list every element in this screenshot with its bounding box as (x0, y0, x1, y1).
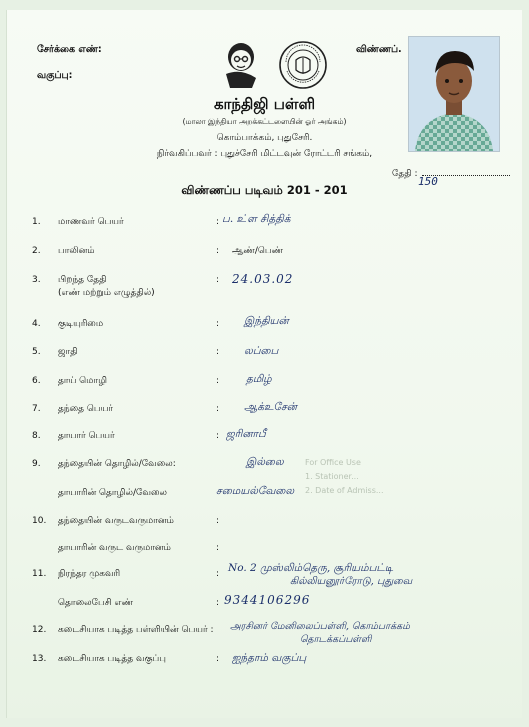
field-colon: : (216, 319, 220, 329)
affiliation-line: (மாலா இந்தியா அறக்கட்டளையின் ஓர் அங்கம்) (182, 117, 347, 126)
date-of-birth-value[interactable]: 24.03.02 (232, 272, 294, 286)
field-label: தாய் மொழி (58, 376, 107, 386)
mother-tongue-value[interactable]: தமிழ் (246, 373, 272, 385)
field-father-occupation (0, 456, 529, 479)
father-occupation-value[interactable]: இல்லை (246, 456, 284, 468)
phone-value[interactable]: 9344106296 (224, 593, 311, 607)
field-number: 3. (32, 275, 41, 285)
nationality-value[interactable]: இந்தியன் (244, 315, 289, 327)
field-label: மாணவர் பெயர் (58, 217, 124, 227)
student-name-value[interactable]: ப. உ்ள சித்திக் (222, 213, 291, 225)
form-title: விண்ணப்ப படிவம் 201 - 201 (181, 183, 348, 197)
field-caste (0, 347, 529, 367)
logo-group (218, 40, 330, 92)
field-last-class (0, 654, 529, 674)
field-label: நிரந்தர முகவரி (58, 569, 121, 579)
field-nationality (0, 315, 529, 339)
field-label: தாயாரின் வருட வருமானம் (58, 543, 171, 553)
field-colon: : (216, 376, 220, 386)
address-line-1[interactable]: No. 2 முஸ்லிம்தெரு, சூரியம்பட்டி (228, 562, 394, 574)
field-number: 1. (32, 217, 41, 227)
location-line: கொம்பாக்கம், புதுசேரி. (216, 133, 313, 143)
field-label: தொலைபேசி எண் (58, 598, 134, 608)
field-sublabel: (எண் மற்றும் எழுத்தில்) (58, 288, 155, 298)
last-school-line-1[interactable]: அரசினர் மேனிலைப்பள்ளி, கொம்பாக்கம் (230, 621, 410, 632)
address-line-2[interactable]: கில்லியனூர்ரோடு, புதுவை (290, 576, 413, 587)
field-date-of-birth (0, 272, 529, 305)
field-colon: : (216, 347, 220, 357)
field-mother-tongue (0, 373, 529, 396)
field-colon[interactable]: : (216, 543, 220, 553)
last-school-line-2[interactable]: தொடக்கப்பள்ளி (300, 634, 372, 645)
field-number: 4. (32, 319, 41, 329)
admission-no-label: சேர்க்கை எண்: (37, 44, 102, 55)
gandhi-logo (218, 40, 262, 90)
field-label: தந்தையின் தொழில்/வேலை: (58, 459, 176, 469)
field-colon: : (216, 246, 220, 256)
field-gender (0, 246, 529, 266)
gender-value[interactable]: ஆண்/பெண் (232, 246, 284, 256)
school-seal-logo (278, 40, 328, 90)
field-father-name (0, 401, 529, 424)
field-number: 11. (32, 569, 47, 579)
mother-occupation-value[interactable]: சமையல்வேலை (216, 485, 295, 497)
field-colon: : (216, 431, 220, 441)
field-number: 9. (32, 459, 41, 469)
field-label: கடைசியாக படித்த வகுப்பு (58, 654, 166, 664)
application-label: விண்ணப். (356, 44, 402, 55)
field-colon: : (216, 654, 220, 664)
field-label: தந்தையின் வருடவருமானம் (58, 516, 174, 526)
field-student-name (0, 213, 529, 237)
student-portrait-image (409, 37, 499, 151)
field-label: ஜாதி (58, 347, 78, 357)
field-colon: : (216, 217, 220, 227)
field-number: 8. (32, 431, 41, 441)
field-label: பாலினம் (58, 246, 95, 256)
faint-stationery: 1. Stationer... (305, 472, 359, 481)
field-colon: : (216, 404, 220, 414)
administrator-line: நிர்வகிப்பவர் : புதுச்சேரி மிட்டவுன் ரோட்டரி சங்கம், (156, 149, 373, 159)
faint-office-use: For Office Use (305, 458, 361, 467)
field-number: 2. (32, 246, 41, 256)
field-number: 12. (32, 625, 47, 635)
form-number-handwritten: 150 (418, 175, 438, 188)
field-label: தந்தை பெயர் (58, 404, 113, 414)
field-number: 5. (32, 347, 41, 357)
field-number: 13. (32, 654, 47, 664)
field-label: கடைசியாக படித்த பள்ளியின் பெயர் : (58, 625, 214, 635)
father-name-value[interactable]: ஆக்உசேன் (244, 401, 297, 413)
faint-date-admission: 2. Date of Admiss... (305, 486, 384, 495)
field-colon: : (216, 598, 220, 608)
field-colon[interactable]: : (216, 516, 220, 526)
field-mother-occupation (0, 485, 529, 508)
mother-name-value[interactable]: ஜரினாபீ (226, 428, 266, 440)
field-mother-income (0, 543, 529, 563)
field-father-income (0, 516, 529, 536)
caste-value[interactable]: லப்பை (244, 345, 279, 357)
field-label: தாயாரின் தொழில்/வேலை (58, 488, 167, 498)
last-class-value[interactable]: ஐந்தாம் வகுப்பு (232, 652, 307, 664)
class-label: வகுப்பு: (37, 70, 73, 81)
field-label: குடியுரிமை (58, 319, 104, 329)
date-field[interactable] (392, 169, 510, 180)
field-colon: : (216, 569, 220, 579)
field-colon: : (216, 275, 220, 285)
field-number: 10. (32, 516, 47, 526)
field-number: 6. (32, 376, 41, 386)
student-photo (408, 36, 500, 152)
field-label: பிறந்த தேதி (58, 275, 107, 285)
school-name: காந்திஜி பள்ளி (213, 95, 316, 113)
field-label: தாயார் பெயர் (58, 431, 115, 441)
field-mother-name (0, 428, 529, 451)
date-label: தேதி : (392, 169, 418, 179)
field-phone (0, 593, 529, 618)
field-last-school (0, 621, 529, 651)
field-number: 7. (32, 404, 41, 414)
